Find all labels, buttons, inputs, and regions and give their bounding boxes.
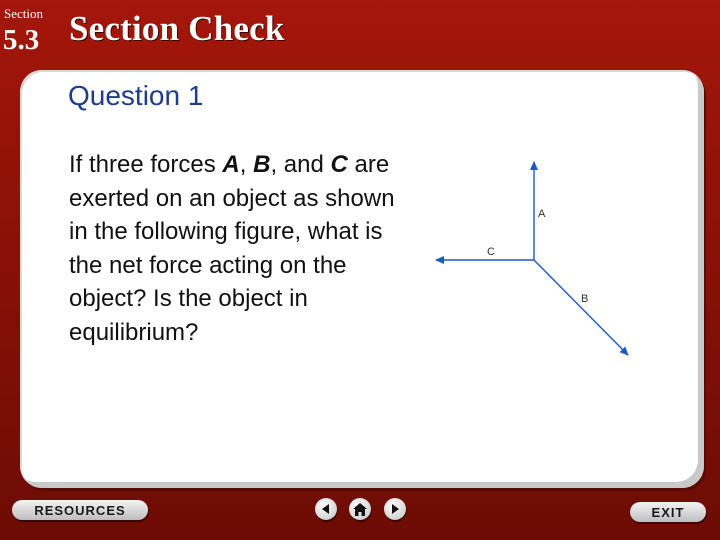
section-number: 5.3 bbox=[3, 24, 40, 56]
vector-a-label: A bbox=[538, 208, 546, 220]
question-text-part: , bbox=[239, 151, 254, 178]
force-b-label: B bbox=[253, 151, 271, 178]
section-label: Section bbox=[4, 6, 43, 21]
page-title: Section Check bbox=[69, 9, 285, 48]
vector-b-label: B bbox=[581, 293, 589, 305]
question-text-part: If three forces bbox=[69, 151, 223, 178]
question-text-part: are exerted on an object as shown in the following figure, what is the net force acting on the object? Is the object in equilibrium? bbox=[69, 151, 395, 346]
vector-c-label: C bbox=[487, 246, 495, 258]
force-c-label: C bbox=[330, 151, 348, 178]
question-text bbox=[69, 148, 399, 349]
question-text-part: , and bbox=[270, 151, 331, 178]
home-button[interactable] bbox=[349, 498, 371, 520]
force-a-label: A bbox=[222, 151, 240, 178]
resources-button[interactable]: RESOURCES bbox=[12, 500, 148, 520]
force-diagram bbox=[430, 150, 650, 365]
exit-button[interactable]: EXIT bbox=[630, 502, 706, 522]
left-arrow-icon bbox=[320, 503, 332, 515]
forward-button[interactable] bbox=[384, 498, 406, 520]
home-icon bbox=[353, 503, 367, 516]
back-button[interactable] bbox=[315, 498, 337, 520]
vector-b-arrow bbox=[534, 260, 628, 355]
right-arrow-icon bbox=[389, 503, 401, 515]
question-title: Question 1 bbox=[68, 80, 204, 111]
